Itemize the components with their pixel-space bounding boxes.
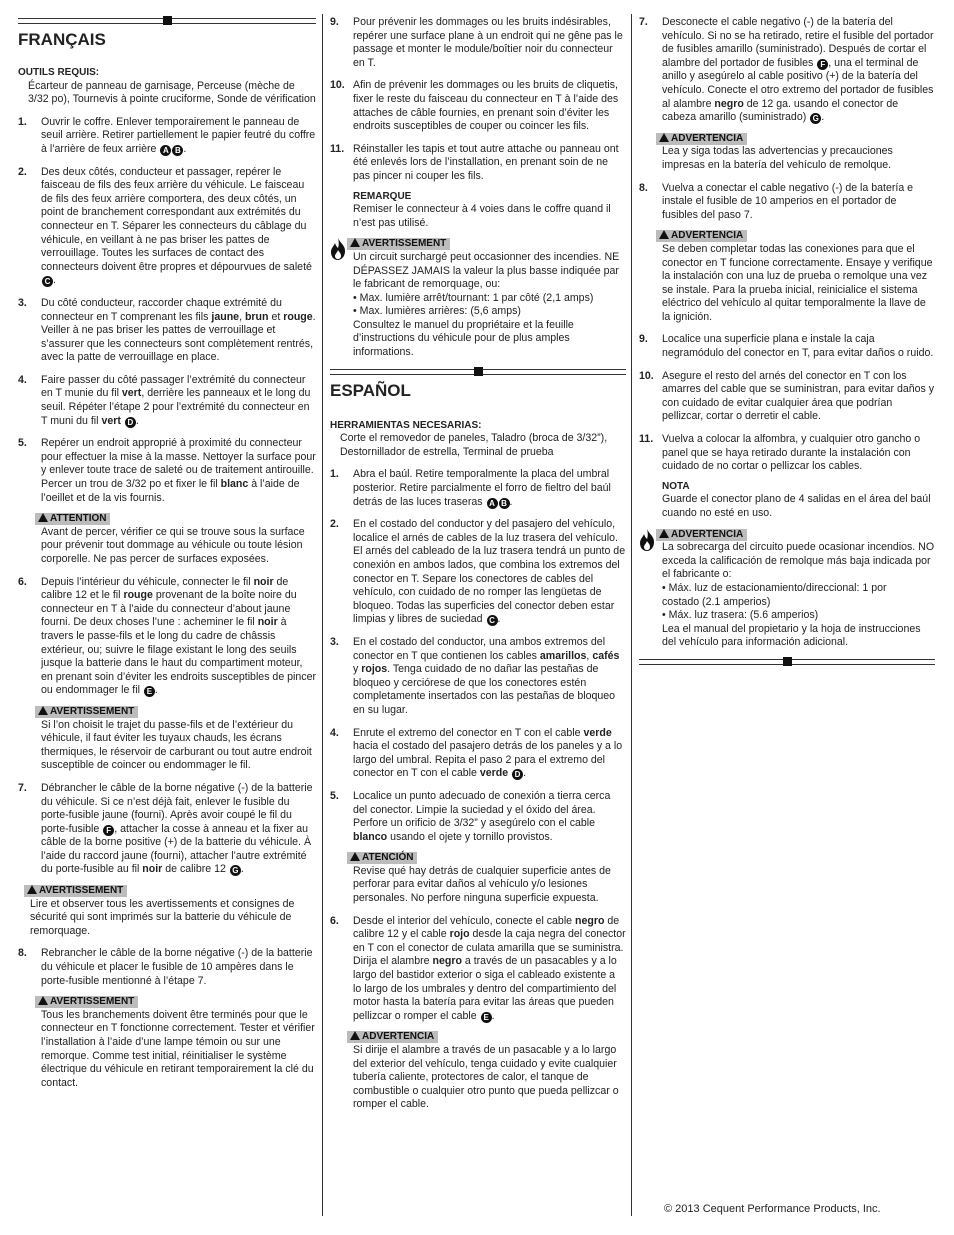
wire-color: noir — [257, 616, 278, 629]
callout-c-icon: C — [42, 276, 53, 287]
step-text: . Tenga cuidado de no dañar las pestañas de bloqueo y cerciórese de que los conectores estén completamente insertados con las pestañas de bloqueo en su lugar. — [353, 663, 616, 716]
wire-color: rojo — [449, 928, 470, 941]
callout-d-icon: D — [125, 417, 136, 428]
step-7: 7. Desconecte el cable negativo (-) de la batería del vehículo. Si no se ha retirado, retire el fusible del portador de fusibles amarillo (suministrado). Después de cortar el alambre del portador de fusibles F , una el terminal de anillo y asegúrelo al cable positivo (+) de la batería del vehículo. Conecte el otro extremo del portador de fusibles al alambre negro de 12 ga. usando el conector de cabeza amarillo (suministrado) G . — [639, 16, 934, 124]
section-rule — [330, 369, 626, 375]
wire-color: negro — [575, 914, 605, 927]
callout-g-icon: G — [230, 865, 241, 876]
step-text: Desconecte el cable negativo (-) de la batería del vehículo. Si no se ha retirado, retire el fusible del portador de fusibles amarillo (suministrado). Después de cortar el alambre del portador de fusibles — [662, 16, 934, 69]
warning-label-text: AVERTISSEMENT — [39, 885, 124, 897]
step-text: usando el ojete y tornillo provistos. — [387, 830, 553, 843]
step-number: 2. — [18, 165, 27, 178]
step-1: 1. Ouvrir le coffre. Enlever temporairement le panneau de seuil arrière. Retirer partiellement le papier feutré du coffre à l’arrière de feux arrière A B . — [18, 115, 316, 155]
warning-label — [35, 706, 138, 718]
wire-color: cafés — [592, 649, 620, 662]
fire-icon — [328, 237, 348, 261]
note-text: Guarde el conector plano de 4 salidas en el área del baúl cuando no esté en uso. — [662, 493, 931, 519]
warning-text: Si dirije el alambre a través de un pasacable y a lo largo del exterior del vehículo, tenga cuidado y evite cualquier tubería caliente, protectores de calor, el tanque de combustible o cualquier otro punto que pueda pellizcar o romper el cable. — [353, 1044, 619, 1111]
warning-text: Avant de percer, vérifier ce qui se trouve sous la surface pour prévenir tout dommage au véhicule ou toute lésion corporelle. Ne pas percer de surfaces exposées. — [41, 525, 305, 565]
section-rule — [18, 18, 316, 24]
callout-b-icon: B — [499, 498, 510, 509]
step-text: à travers le passe-fils et le long du cadre de châssis extérieur, ou; suivre le filage existant le long des seuils jusque la batterie dans le haut du compartiment moteur, en prenant soin d’éviter les endroits susceptibles de pincer ou endommager le fil — [41, 616, 317, 697]
warning-label — [35, 996, 138, 1008]
step-text: y — [353, 663, 362, 676]
warning-label-text: AVERTISSEMENT — [50, 705, 135, 717]
step-text: , una el terminal de anillo y asegúrelo al cable positivo (+) de la batería del vehículo. Conecte el otro extremo del portador de fusibles al alambre — [662, 56, 934, 110]
step-5 — [18, 437, 316, 505]
warning-label — [656, 133, 747, 145]
warning-label — [347, 238, 450, 250]
step-text: Vuelva a conectar el cable negativo (-) de la batería e instale el fusible de 10 amperios en el portador de fusibles del paso 7. — [662, 181, 914, 221]
note-text: Remiser le connecteur à 4 voies dans le coffre quand il n’est pas utilisé. — [353, 203, 611, 229]
warning-text: Si l’on choisit le trajet du passe-fils et de l’extérieur du véhicule, il faut éviter les tuyaux chauds, les écrans thermiques, le réservoir de carburant ou tout autre endroit susceptible de coincer ou endommager le fil. — [41, 718, 312, 772]
warning-label-text: ADVERTENCIA — [671, 528, 744, 540]
copyright: © 2013 Cequent Performance Products, Inc. — [664, 1203, 881, 1215]
step-text: hacia el costado del pasajero detrás de los paneles y a lo largo del umbral. Repita el paso 2 para el extremo del conector en T con el cable — [353, 740, 623, 780]
step-number: 4. — [330, 726, 339, 739]
step-text: , derrière les panneaux et le long du seuil. Répéter l’étape 2 pour l’extrémité du connecteur en T muni du fil — [41, 387, 311, 427]
fire-icon — [637, 528, 657, 552]
warning-label — [656, 230, 747, 242]
column-2 — [330, 16, 626, 1121]
column-1 — [18, 14, 316, 1099]
warning-box — [41, 995, 316, 1090]
warning-label-text: ADVERTENCIA — [362, 1031, 435, 1043]
step-7: 7. Débrancher le câble de la borne négative (-) de la batterie du véhicule. Si ce n’est déjà fait, enlever le fusible du porte-fusible jaune (fourni). Après avoir coupé le fil du porte-fusible F , attacher la cosse à anneau et la fixer au câble de la borne positive (+) de la batterie du véhicule. À l’aide du raccord jaune (fourni), attacher l’autre extrémité du porte-fusible au fil noir de calibre 12 G . — [18, 781, 313, 876]
step-6: 6. Depuis l’intérieur du véhicule, connecter le fil noir de calibre 12 et le fil rouge provenant de la boîte noire du connecteur en T à l’aide du connecteur d’about jaune fourni. De deux choses l’une : acheminer le fil noir à travers le passe-fils et le long du cadre de châssis extérieur, ou; suivre le filage existant le long des seuils jusque la batterie dans le haut du compartiment moteur, en prenant soin d’éviter les endroits susceptibles de pincer ou endommager le fil E . — [18, 575, 317, 697]
warning-label-text: ATENCIÓN — [362, 852, 414, 864]
warning-triangle-icon — [27, 885, 37, 894]
step-11 — [639, 433, 935, 474]
warning-text: Se deben completar todas las conexiones para que el conector en T funcione correctamente. Ensaye y verifique la instalación con una luz de prueba o remolque una vez se instale. Para la prueba inicial, reinicialice el sistema eléctrico del vehículo al quitar temporalmente la llave de la ignición. — [662, 242, 933, 323]
step-number: 1. — [330, 468, 339, 481]
callout-f-icon: F — [817, 59, 828, 70]
callout-a-icon: A — [487, 498, 498, 509]
warning-text: La sobrecarga del circuito puede ocasionar incendios. NO exceda la calificación de remolque más baja indicada por el fabricante o: • Máx. luz de estacionamiento/direccional: 1 por costado (2.1 amperios) • Máx. luz trasera: (5.6 amperios) Lea el manual del propietario y la hoja de instrucciones del vehículo para información adicional. — [662, 541, 935, 649]
step-text: Localice una superficie plana e instale la caja negramódulo del conector en T, para evitar daños o ruido. — [662, 333, 934, 360]
wire-color: negro — [714, 97, 744, 110]
wire-color: negro — [432, 955, 462, 968]
step-number: 10. — [639, 369, 654, 382]
warning-text: Tous les branchements doivent être terminés pour que le connecteur en T fonctionne correctement. Tester et vérifier l’installation à l’aide d’une lampe témoin ou sur une remorque. Comme test initial, réinitialiser le système électrique du véhicule en retirant temporairement la clé du contact. — [41, 1008, 315, 1089]
wire-color: rouge — [283, 310, 313, 323]
step-number: 11. — [639, 433, 654, 446]
fire-warning-box — [662, 528, 935, 650]
step-4: 4. Faire passer du côté passager l’extrémité du connecteur en T munie du fil vert, derrière les panneaux et le long du seuil. Répéter l’étape 2 pour l’extrémité du connecteur en T muni du fil vert D . — [18, 373, 311, 427]
column-divider — [631, 14, 632, 1216]
fire-warning-box — [353, 237, 626, 359]
step-4: 4. Enrute el extremo del conector en T con el cable verde hacia el costado del pasajero detrás de los paneles y a lo largo del umbral. Repita el paso 2 para el extremo del conector en T con el cable verde D . — [330, 726, 623, 780]
step-text: à l’aide de l’oeillet et de la vis fournis. — [41, 478, 300, 504]
step-text: , — [586, 649, 593, 662]
callout-f-icon: F — [103, 825, 114, 836]
callout-e-icon: E — [481, 1012, 492, 1023]
warning-triangle-icon — [38, 513, 48, 522]
warning-box — [353, 851, 626, 905]
note-label: REMARQUE — [353, 190, 412, 202]
step-text: provenant de la boîte noire du connecteur en T à l’aide du connecteur d’about jaune fourni. De deux choses l’une : acheminer le fil — [41, 589, 297, 629]
note-label: NOTA — [662, 480, 690, 492]
warning-text: Un circuit surchargé peut occasionner des incendies. NE DÉPASSEZ JAMAIS la valeur la plus basse indiquée par le fabricant de remorquage, ou: • Max. lumière arrêt/tournant: 1 par côté (2,1 amps) • Max. lumières arrières: (5,6 amps) Consultez le manuel du propriétaire et la feuille d’instructions du véhicule pour de plus amples informations. — [353, 250, 620, 359]
step-number: 5. — [330, 789, 339, 802]
step-number: 7. — [639, 16, 648, 28]
step-text: . Veiller à ne pas briser les pattes de verrouillage et s’assurer que les connecteurs sont complètement rentrés, avec la patte de verrouillage en place. — [41, 310, 316, 364]
column-divider — [322, 14, 323, 1216]
callout-b-icon: B — [172, 145, 183, 156]
step-text: et — [268, 310, 284, 323]
warning-box — [662, 229, 935, 324]
wire-color: brun — [244, 310, 269, 323]
section-rule — [639, 659, 935, 665]
step-text: desde la caja negra del conector en T con el conector de culata amarilla que se suministra. Dirija el alambre — [353, 928, 626, 968]
note-box — [662, 480, 935, 521]
step-text: En el costado del conductor, una ambos extremos del conector en T que contienen los cables — [353, 635, 606, 662]
wire-color: vert — [101, 414, 121, 427]
step-number: 3. — [330, 635, 339, 648]
step-text: Faire passer du côté passager l’extrémité du connecteur en T munie du fil — [41, 373, 306, 400]
warning-text: Lea y siga todas las advertencias y precauciones impresas en la batería del vehículo de remolque. — [662, 145, 893, 171]
step-9 — [330, 16, 626, 70]
step-2: 2. En el costado del conductor y del pasajero del vehículo, localice el arnés de cables de la luz trasera del vehículo. El arnés del cableado de la luz trasera tendrá un punto de conexión en ambos lados, que combina los extremos del conector en T. Separe los conectores de cables del vehículo, con cuidado de no romper las lengüetas de bloqueo. Todas las superficies del conector deben estar limpias y libres de suciedad C . — [330, 518, 626, 626]
warning-triangle-icon — [38, 706, 48, 715]
step-text: Afin de prévenir les dommages ou les bruits de cliquetis, fixer le reste du faisceau du connecteur en T à l’aide des attaches de câble fournies, en prenant soin d’éviter les endroits susceptibles de couper ou coincer les fils. — [353, 79, 619, 133]
step-text: Depuis l’intérieur du véhicule, connecter le fil — [41, 575, 254, 588]
step-number: 9. — [639, 333, 648, 346]
step-11 — [330, 143, 626, 184]
step-number: 8. — [639, 181, 648, 194]
callout-a-icon: A — [160, 145, 171, 156]
warning-label-text: ADVERTENCIA — [671, 230, 744, 242]
wire-color: rojos — [361, 663, 388, 676]
step-10 — [330, 79, 626, 133]
step-text: , — [239, 310, 245, 323]
warning-triangle-icon — [38, 996, 48, 1005]
step-number: 3. — [18, 296, 27, 309]
step-text: Vuelva a colocar la alfombra, y cualquier otro gancho o panel que se haya retirado durante la instalación con cuidado de no cortar o pellizcar los cables. — [662, 433, 921, 473]
warning-triangle-icon — [350, 852, 360, 861]
step-number: 9. — [330, 16, 339, 28]
warning-label-text: AVERTISSEMENT — [362, 238, 447, 250]
step-number: 10. — [330, 79, 345, 92]
warning-label-text: ATTENTION — [50, 513, 107, 525]
step-text: Pour prévenir les dommages ou les bruits indésirables, repérer une surface plane à un endroit qui ne gêne pas le passage et monter le module/boîtier noir du connecteur en T. — [353, 16, 623, 69]
callout-g-icon: G — [810, 113, 821, 124]
step-2: 2. Des deux côtés, conducteur et passager, repérer le faisceau de fils des feux arrière du véhicule. Le faisceau de fils des feux arrière comportera, des deux côtés, un point de branchement correspondant aux extrémités du connecteur en T. Séparer les connecteurs du câblage du véhicule, en veillant à ne pas briser les pattes de verrouillage. Toutes les surfaces de contact des connecteurs doivent être propres et dépourvues de saleté C . — [18, 165, 312, 287]
step-number: 1. — [18, 115, 27, 128]
wire-color: jaune — [211, 310, 240, 323]
tools-label: HERRAMIENTAS NECESARIAS: — [330, 419, 482, 431]
step-8 — [639, 182, 935, 223]
step-number: 6. — [18, 575, 27, 588]
warning-triangle-icon — [659, 529, 669, 538]
step-text: Localice un punto adecuado de conexión a tierra cerca del conector. Limpie la suciedad y el óxido del área. Perfore un orificio de 3/32” y asegúrelo con el cable — [353, 789, 611, 830]
step-text: a través de un pasacables y a lo largo del bastidor exterior o siga el cableado existente a lo largo de los umbrales y dentro del compartimiento del motor hasta la batería para evitar las áreas que pueden pellizcar o romper el cable — [353, 955, 617, 1022]
step-number: 11. — [330, 142, 345, 155]
warning-triangle-icon — [350, 238, 360, 247]
warning-box — [41, 705, 316, 773]
warning-label-text: ADVERTENCIA — [671, 132, 744, 144]
step-text: En el costado del conductor y del pasajero del vehículo, localice el arnés de cables de la luz trasera del vehículo. El arnés del cableado de la luz trasera tendrá un punto de conexión en ambos lados, que combina los extremos del conector en T. Separe los conectores de cables del vehículo, con cuidado de no romper las lengüetas de bloqueo. Todas las superficies del conector deben estar limpias y libres de suciedad — [353, 518, 626, 626]
tools-text: Écarteur de panneau de garnisage, Perceuse (mèche de 3/32 po), Tournevis à pointe cruciforme, Sonde de vérification — [28, 79, 316, 106]
warning-triangle-icon — [659, 230, 669, 239]
warning-box — [41, 512, 316, 566]
step-text: de calibre 12 — [162, 863, 226, 876]
step-8 — [18, 947, 316, 988]
step-5 — [330, 790, 626, 844]
step-6: 6. Desde el interior del vehículo, conecte el cable negro de calibre 12 y el cable rojo desde la caja negra del conector en T con el conector de culata amarilla que se suministra. Dirija el alambre negro a través de un pasacables y a lo largo del bastidor exterior o siga el cableado existente a lo largo de los umbrales y dentro del compartimiento del motor hasta la batería para evitar las áreas que pueden pellizcar o romper el cable E . — [330, 914, 626, 1022]
step-1: 1. Abra el baúl. Retire temporalmente la placa del umbral posterior. Retire parcialmente el forro de fieltro del baúl detrás de las luces traseras A B . — [330, 468, 611, 508]
step-text: Des deux côtés, conducteur et passager, repérer le faisceau de fils des feux arrière du véhicule. Le faisceau de fils des feux arrière comportera, des deux côtés, un point de branchement correspondant aux extrémités du connecteur en T. Séparer les connecteurs du câblage du véhicule, en veillant à ne pas briser les pattes de verrouillage. Toutes les surfaces de contact des connecteurs doivent être propres et dépourvues de saleté — [41, 165, 312, 273]
step-text: Enrute el extremo del conector en T con el cable — [353, 726, 584, 739]
warning-label — [24, 885, 127, 897]
step-text: Ouvrir le coffre. Enlever temporairement le panneau de seuil arrière. Retirer partiellement le papier feutré du coffre à l’arrière de feux arrière — [41, 115, 316, 155]
step-number: 7. — [18, 781, 27, 794]
step-10 — [639, 370, 935, 424]
wire-color: blanco — [353, 830, 388, 843]
step-text: Du côté conducteur, raccorder chaque extrémité du connecteur en T comprenant les fils — [41, 296, 282, 323]
warning-triangle-icon — [659, 133, 669, 142]
wire-color: amarillos — [539, 649, 587, 662]
step-text: de 12 ga. usando el conector de cabeza amarillo (suministrado) — [662, 97, 899, 124]
warning-text: Revise qué hay detrás de cualquier superficie antes de perforar para evitar daños al vehículo y/o lesiones personales. No perfore ninguna superficie expuesta. — [353, 864, 611, 905]
step-text: Asegure el resto del arnés del conector en T con los amarres del cable que se suministran, para evitar daños y con cuidado de evitar cualquier área que podrían pellizcar, cortar o derretir el cable. — [662, 369, 935, 423]
step-text: Débrancher le câble de la borne négative (-) de la batterie du véhicule. Si ce n’est déjà fait, enlever le fusible du porte-fusible jaune (fourni). Après avoir coupé le fil du porte-fusible — [41, 781, 313, 835]
tools-label: OUTILS REQUIS: — [18, 67, 100, 78]
step-text: , attacher la cosse à anneau et la fixer au câble de la borne positive (+) de la batterie du véhicule. À l’aide du raccord jaune (fourni), attacher l’autre extrémité du porte-fusible au fil — [41, 822, 312, 876]
warning-box — [353, 1030, 626, 1112]
wire-color: noir — [253, 575, 274, 588]
step-text: Repérer un endroit approprié à proximité du connecteur pour effectuer la mise à la masse. Nettoyer la surface pour y enlever toute trace de saleté ou de traitement antirouille. Percer un trou de 3/32 po et fixer le fil — [41, 437, 316, 491]
wire-color: rouge — [123, 589, 153, 602]
warning-label — [656, 529, 747, 541]
spanish-heading: ESPAÑOL — [330, 380, 411, 400]
wire-color: verde — [583, 726, 612, 739]
step-number: 8. — [18, 947, 27, 960]
step-3 — [330, 636, 626, 718]
warning-box — [30, 884, 316, 938]
step-text: Abra el baúl. Retire temporalmente la placa del umbral posterior. Retire parcialmente el forro de fieltro del baúl detrás de las luces traseras — [353, 468, 611, 508]
step-number: 4. — [18, 373, 27, 386]
step-number: 2. — [330, 518, 339, 531]
wire-color: verde — [479, 767, 509, 780]
step-text: de calibre 12 y el cable — [353, 914, 620, 941]
step-9 — [639, 333, 935, 360]
step-text: Réinstaller les tapis et tout autre attache ou panneau ont été enlevés lors de l’installation, en prenant soin de ne pas pincer ni couper les fils. — [353, 142, 619, 182]
step-text: Desde el interior del vehículo, conecte el cable — [353, 914, 576, 927]
warning-label — [35, 513, 110, 525]
warning-label — [347, 1031, 438, 1043]
step-number: 6. — [330, 914, 339, 927]
callout-e-icon: E — [144, 686, 155, 697]
step-text: Rebrancher le câble de la borne négative (-) de la batterie du véhicule et placer le fusible de 10 ampères dans le porte-fusible mentionné à l’étape 7. — [41, 947, 313, 987]
column-3 — [639, 16, 935, 671]
callout-d-icon: D — [512, 769, 523, 780]
warning-label-text: AVERTISSEMENT — [50, 996, 135, 1008]
wire-color: vert — [121, 387, 142, 400]
tools-text: Corte el removedor de paneles, Taladro (broca de 3/32”), Destornillador de estrella, Terminal de prueba — [340, 432, 608, 458]
warning-label — [347, 852, 417, 864]
warning-text: Lire et observer tous les avertissements et consignes de sécurité qui sont imprimés sur la batterie du véhicule de remorquage. — [30, 897, 295, 937]
step-number: 5. — [18, 437, 27, 450]
callout-c-icon: C — [487, 615, 498, 626]
step-text: de calibre 12 et le fil — [41, 575, 289, 602]
french-heading: FRANÇAIS — [18, 30, 106, 49]
warning-box — [662, 132, 935, 173]
warning-triangle-icon — [350, 1031, 360, 1040]
wire-color: noir — [142, 863, 163, 876]
wire-color: blanc — [220, 478, 249, 491]
step-3 — [18, 297, 316, 365]
note-box — [353, 190, 626, 231]
